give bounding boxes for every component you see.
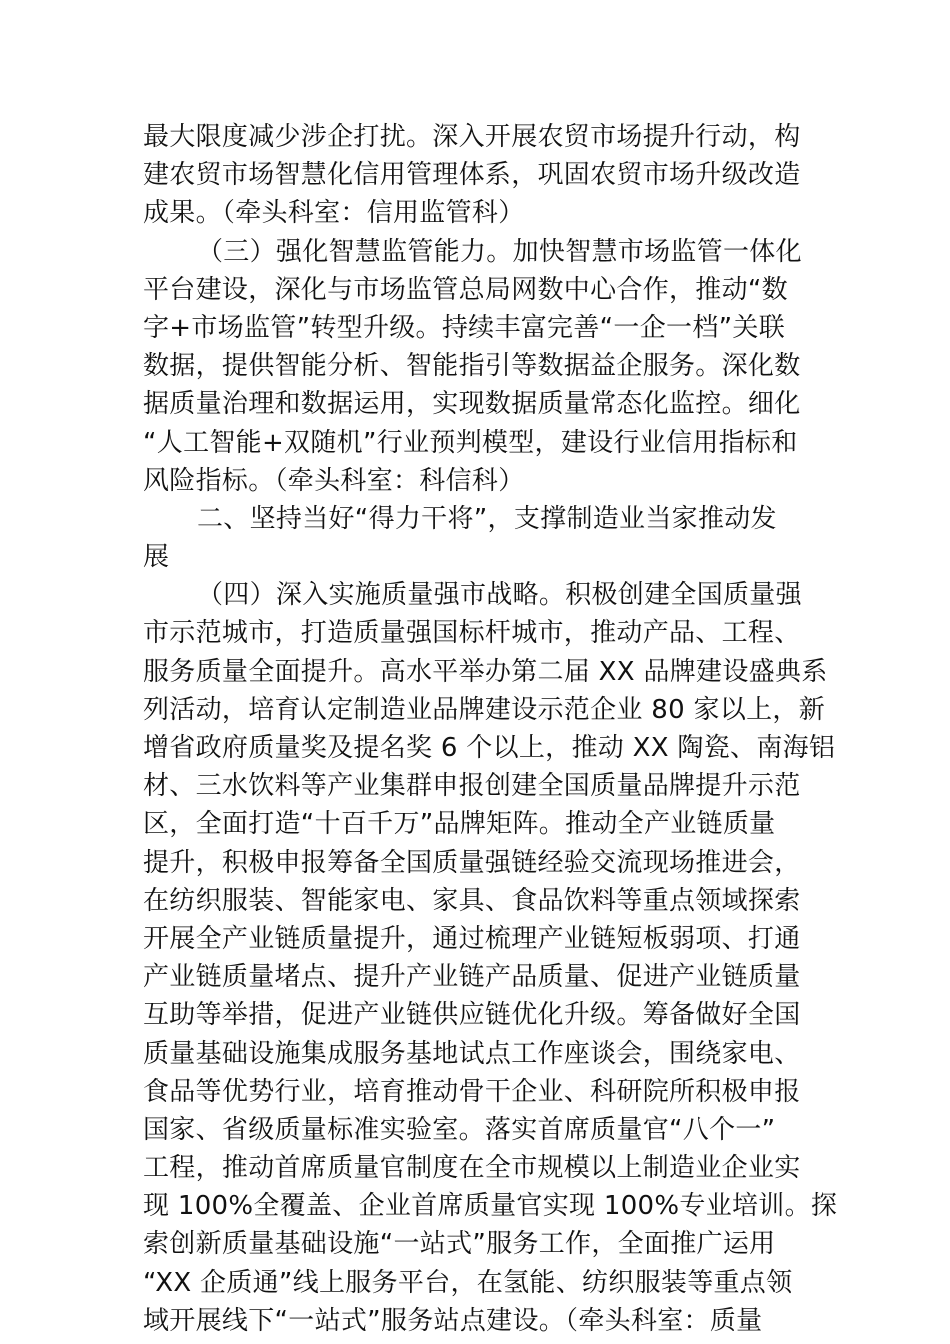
text-line: 增省政府质量奖及提名奖 6 个以上，推动 XX 陶瓷、南海铝 [143,733,836,763]
text-line: 在纺织服装、智能家电、家具、食品饮料等重点领域探索 [143,885,801,916]
text-line: 据质量治理和数据运用，实现数据质量常态化监控。细化 [143,389,801,420]
text-line: 质量基础设施集成服务基地试点工作座谈会，围绕家电、 [143,1038,801,1069]
text-line: 现 100%全覆盖、企业首席质量官实现 100%专业培训。探 [143,1191,838,1222]
text-line: 食品等优势行业，培育推动骨干企业、科研院所积极申报 [143,1076,801,1107]
text-line: 字+市场监管”转型升级。持续丰富完善“一企一档”关联 [143,312,785,343]
text-line: 二、坚持当好“得力干将”，支撑制造业当家推动发 [197,503,777,534]
text-line: 工程，推动首席质量官制度在全市规模以上制造业企业实 [143,1153,801,1184]
text-line: 开展全产业链质量提升，通过梳理产业链短板弱项、打通 [143,923,801,954]
text-line: 成果。（牵头科室：信用监管科） [143,198,525,229]
text-line: “人工智能+双随机”行业预判模型，建设行业信用指标和 [143,427,798,458]
text-line: 域开展线下“一站式”服务站点建设。（牵头科室：质量 [143,1305,763,1336]
text-line: 索创新质量基础设施“一站式”服务工作，全面推广运用 [143,1229,776,1260]
text-line: 服务质量全面提升。高水平举办第二届 XX 品牌建设盛典系 [143,656,828,687]
text-line: 风险指标。（牵头科室：科信科） [143,465,525,496]
text-line: 最大限度减少涉企打扰。深入开展农贸市场提升行动，构 [143,122,801,152]
text-line: 产业链质量堵点、提升产业链产品质量、促进产业链质量 [143,962,801,993]
text-line: 列活动，培育认定制造业品牌建设示范企业 80 家以上，新 [143,694,826,725]
text-line: 区，全面打造“十百千万”品牌矩阵。推动全产业链质量 [143,809,776,840]
text-line: 数据，提供智能分析、智能指引等数据益企服务。深化数 [143,351,801,382]
text-line: 市示范城市，打造质量强国标杆城市，推动产品、工程、 [143,618,801,649]
text-line: 提升，积极申报筹备全国质量强链经验交流现场推进会， [143,847,801,878]
text-line: 展 [143,542,170,573]
text-line: （四）深入实施质量强市战略。积极创建全国质量强 [197,580,802,611]
text-line: “XX 企质通”线上服务平台，在氢能、纺织服装等重点领 [143,1267,793,1298]
text-line: 互助等举措，促进产业链供应链优化升级。筹备做好全国 [143,1000,801,1031]
text-line: 国家、省级质量标准实验室。落实首席质量官“八个一” [143,1114,776,1145]
body-text [143,118,838,1340]
text-line: （三）强化智慧监管能力。加快智慧市场监管一体化 [197,236,802,267]
text-line: 材、三水饮料等产业集群申报创建全国质量品牌提升示范 [143,771,801,802]
text-line: 平台建设，深化与市场监管总局网数中心合作，推动“数 [143,274,788,305]
text-line: 建农贸市场智慧化信用管理体系，巩固农贸市场升级改造 [143,160,801,191]
